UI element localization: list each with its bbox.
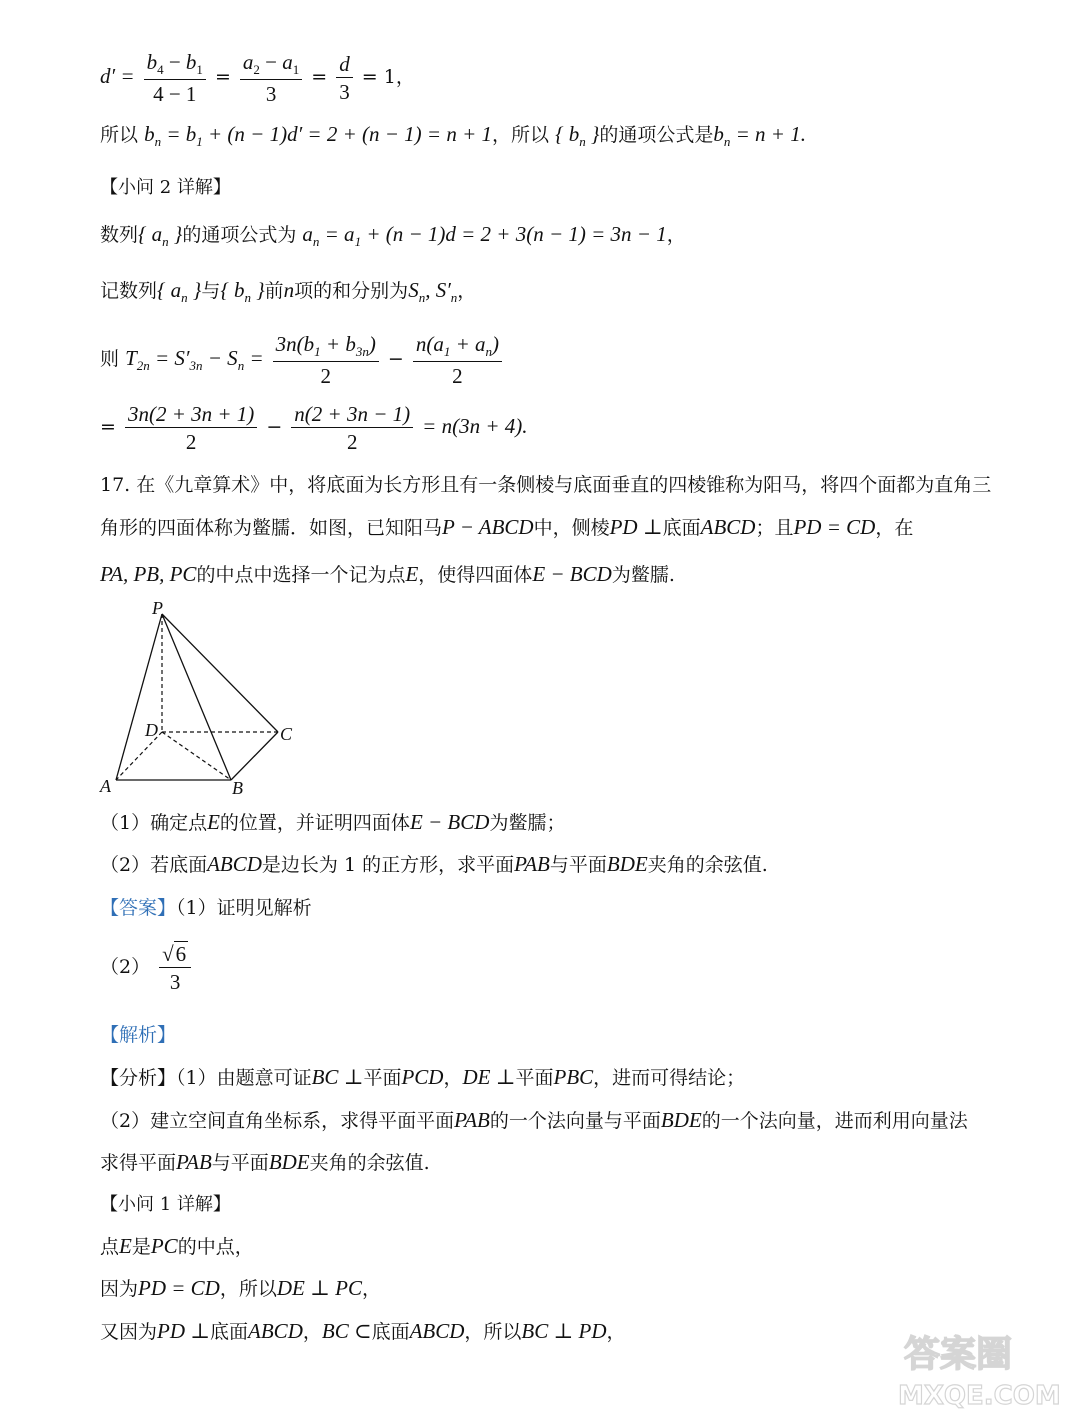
answer-tag: 【答案】 [100,897,177,919]
watermark-logo [880,1322,1080,1411]
sub-question-2: （2）若底面ABCD是边长为 1 的正方形，求平面PAB与平面BDE夹角的余弦值. [100,852,768,876]
formula-d-prime: d′ = $\frac{b_4 - b_1}{4 - 1}$ = $\frac{a_2 - a_1}{3}$ = $\frac{d}{3}$ = 1， [100,50,415,107]
label-A: A [100,776,111,796]
solution-line-3: 又因为PD ⊥底面ABCD，BC ⊂底面ABCD，所以BC ⊥ PD， [100,1319,626,1343]
label-P: P [152,598,163,618]
section-header-q2: 【小问 2 详解】 [100,177,231,198]
formula-sums: 记数列{ $a_n$ }与{ $b_n$ }前n项的和分别为$S_n$, $S'_n$， [100,278,477,306]
watermark-text-1: 答案圈 [904,1334,1013,1375]
q17-line3: PA, PB, PC的中点中选择一个记为点E，使得四面体E − BCD为鳖臑. [100,562,675,586]
formula-T2n-result: = $\frac{3n(2 + 3n + 1)}{2}$ − $\frac{n(2 + 3n - 1)}{2}$ = n(3n + 4). [100,402,528,455]
formula-bn: 所以 $b_n = b_1 + (n - 1)d' = 2 + (n - 1) = n + 1$，所以 { $b_n$ }的通项公式是$b_n = n + 1$. [100,122,806,150]
analysis-line-1: 【分析】（1）由题意可证BC ⊥平面PCD，DE ⊥平面PBC，进而可得结论； [100,1065,746,1089]
label-B: B [232,778,243,798]
solution-line-1: 点E是PC的中点， [100,1234,254,1258]
watermark-text-2: MXQE.COM [898,1381,1061,1411]
edge-BC [231,732,278,780]
pyramid-figure [96,598,306,798]
solution-line-2: 因为PD = CD，所以DE ⊥ PC， [100,1276,381,1300]
edge-PA [116,614,162,780]
formula-T2n: 则 $T_{2n} = S'_{3n} - S_n$ = $\frac{3n(b_1 + b_{3n})}{2}$ − $\frac{n(a_1 + a_n)}{2}$ [100,332,505,388]
sub-question-1: （1）确定点E的位置，并证明四面体E − BCD为鳖臑； [100,810,566,834]
q17-line2: 角形的四面体称为鳖臑．如图，已知阳马P − ABCD中，侧棱PD ⊥底面ABCD；且PD = CD，在 [100,515,914,539]
label-C: C [280,724,293,744]
analysis-line-3: 求得平面PAB与平面BDE夹角的余弦值. [100,1150,430,1174]
q17-line1: 17. 在《九章算术》中，将底面为长方形且有一条侧棱与底面垂直的四棱锥称为阳马，将四个面都为直角三 [100,474,992,496]
analysis-line-2: （2）建立空间直角坐标系，求得平面平面PAB的一个法向量与平面BDE的一个法向量，进而利用向量法 [100,1108,968,1132]
analysis-tag: 【解析】 [100,1024,177,1046]
label-D: D [145,720,158,740]
section-header-q1: 【小问 1 详解】 [100,1194,231,1215]
answer-line-1: 【答案】（1）证明见解析 [100,897,312,919]
edge-PB [162,614,231,780]
edge-PC [162,614,278,732]
answer-line-2: （2） $\frac{√6}{3}$ [100,942,194,994]
formula-an: 数列{ $a_n$ }的通项公式为 $a_n = a_1 + (n - 1)d = 2 + 3(n - 1) = 3n - 1$， [100,222,686,250]
